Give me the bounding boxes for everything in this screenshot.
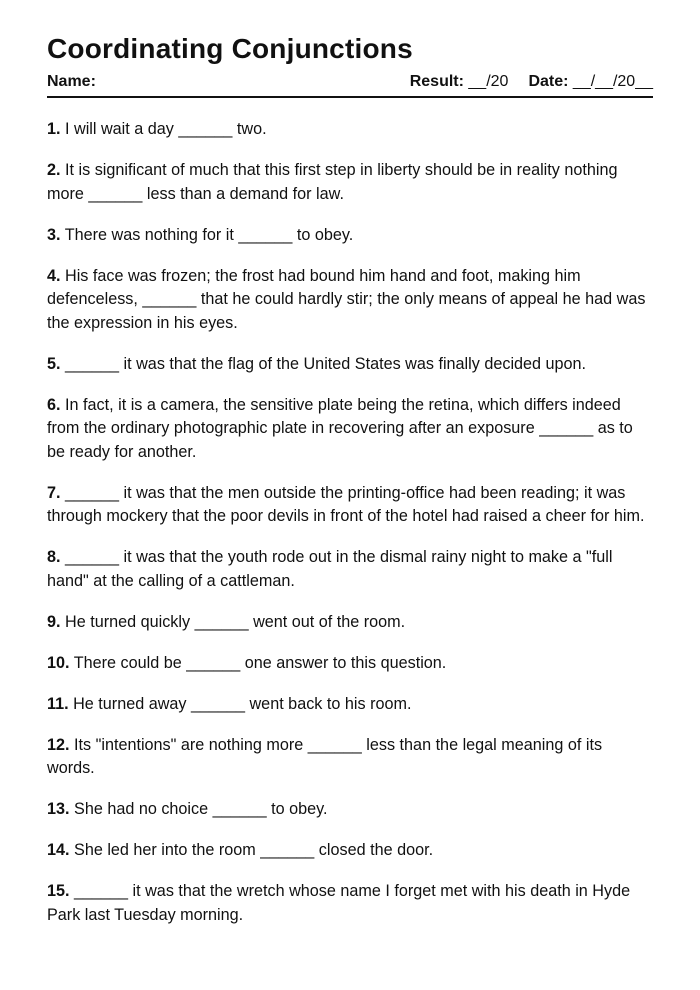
- question-text: He turned quickly ______ went out of the room.: [65, 612, 406, 631]
- question-text: ______ it was that the wretch whose name I forget met with his death in Hyde Park last Tuesday morning.: [47, 882, 631, 924]
- question-text: In fact, it is a camera, the sensitive plate being the retina, which differs indeed from the ordinary photographic plate in recovering after an exposure ______ as to be ready for another.: [47, 395, 633, 461]
- question-item: [47, 265, 653, 336]
- question-item: [47, 652, 653, 676]
- question-item: [47, 839, 653, 863]
- header-row: [47, 72, 653, 94]
- question-item: [47, 353, 653, 377]
- question-item: [47, 159, 653, 206]
- question-text: Its "intentions" are nothing more ______ less than the legal meaning of its words.: [47, 735, 603, 777]
- question-number: 13.: [47, 800, 70, 818]
- question-item: [47, 394, 653, 465]
- result-value: __/20: [468, 73, 509, 90]
- question-text: His face was frozen; the frost had bound him hand and foot, making him defenceless, ______ that he could hardly stir; the only means of appeal he had was the expression in his eyes.: [47, 266, 646, 332]
- question-item: [47, 546, 653, 593]
- question-number: 7.: [47, 483, 61, 502]
- question-number: 14.: [47, 841, 70, 859]
- header-divider: [47, 96, 653, 98]
- question-text: There could be ______ one answer to this question.: [73, 653, 447, 672]
- question-number: 2.: [47, 161, 61, 179]
- worksheet-title: Coordinating Conjunctions: [47, 33, 413, 64]
- question-list: [47, 118, 653, 945]
- question-text: There was nothing for it ______ to obey.: [64, 225, 354, 244]
- question-number: 6.: [47, 395, 61, 414]
- question-text: I will wait a day ______ two.: [65, 120, 267, 138]
- result-date-group: [410, 72, 653, 92]
- question-number: 12.: [47, 735, 70, 754]
- question-number: 8.: [47, 548, 61, 566]
- question-number: 10.: [47, 653, 70, 672]
- question-item: [47, 482, 653, 529]
- question-item: [47, 693, 653, 717]
- question-item: [47, 798, 653, 822]
- question-item: [47, 611, 653, 635]
- question-item: [47, 880, 653, 927]
- question-text: ______ it was that the flag of the United States was finally decided upon.: [65, 354, 587, 373]
- result-label: Result:: [409, 73, 464, 90]
- question-item: [47, 118, 653, 142]
- question-text: It is significant of much that this first step in liberty should be in reality nothing more ______ less than a demand for law.: [47, 161, 618, 203]
- question-text: She led her into the room ______ closed the door.: [74, 841, 434, 859]
- question-number: 5.: [47, 354, 61, 373]
- question-item: [47, 224, 653, 248]
- question-text: She had no choice ______ to obey.: [74, 800, 328, 818]
- question-text: He turned away ______ went back to his room.: [73, 694, 412, 713]
- question-item: [47, 734, 653, 781]
- question-number: 4.: [47, 266, 61, 285]
- question-text: ______ it was that the men outside the printing-office had been reading; it was through mockery that the poor devils in front of the hotel had raised a cheer for him.: [47, 483, 645, 525]
- question-number: 1.: [47, 120, 61, 138]
- date-value: __/__/20__: [572, 73, 653, 90]
- question-number: 9.: [47, 612, 61, 631]
- date-label: Date:: [528, 73, 569, 90]
- question-number: 15.: [47, 882, 70, 900]
- name-label: Name:: [47, 73, 96, 90]
- question-number: 3.: [47, 225, 61, 244]
- question-number: 11.: [47, 694, 69, 713]
- question-text: ______ it was that the youth rode out in the dismal rainy night to make a "full hand" at the calling of a cattleman.: [47, 548, 613, 590]
